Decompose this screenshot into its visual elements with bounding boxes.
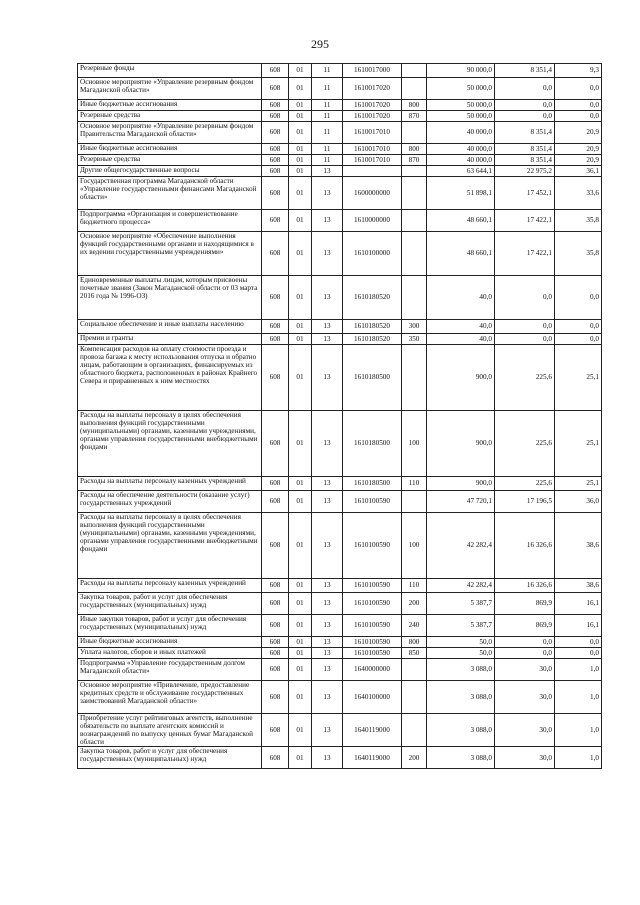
- cell-name: Расходы на выплаты персоналу в целях обеспечения выполнения функций государственными (муниципальными) органами, казенными учреждениями, органами управления государственными внебюджетными фондами: [78, 513, 262, 579]
- cell-pct: 16,1: [555, 615, 602, 637]
- table-row: [78, 276, 602, 320]
- cell-plan: 3 088,0: [427, 714, 495, 747]
- cell-vr: [402, 78, 427, 100]
- cell-rz: 01: [289, 111, 312, 122]
- cell-ved: 608: [262, 334, 289, 345]
- cell-csr: 1610100590: [343, 593, 402, 615]
- cell-name: Социальное обеспечение и иные выплаты населению: [78, 320, 262, 334]
- cell-pct: 38,6: [555, 513, 602, 579]
- cell-pct: 0,0: [555, 648, 602, 659]
- cell-pct: 36,0: [555, 491, 602, 513]
- cell-pct: 16,1: [555, 593, 602, 615]
- cell-pct: 0,0: [555, 320, 602, 334]
- cell-rz: 01: [289, 637, 312, 648]
- cell-vr: [402, 681, 427, 714]
- cell-csr: 1610017010: [343, 122, 402, 144]
- cell-name: Подпрограмма «Управление государственным долгом Магаданской области»: [78, 659, 262, 681]
- cell-fact: 869,9: [495, 593, 555, 615]
- cell-pr: 13: [312, 593, 343, 615]
- cell-fact: 225,6: [495, 477, 555, 491]
- table-row: [78, 232, 602, 276]
- cell-plan: 5 387,7: [427, 615, 495, 637]
- cell-ved: 608: [262, 166, 289, 177]
- cell-name: Иные бюджетные ассигнования: [78, 144, 262, 155]
- cell-name: Основное мероприятие «Управление резервным фондом Магаданской области»: [78, 78, 262, 100]
- cell-vr: 200: [402, 593, 427, 615]
- cell-rz: 01: [289, 411, 312, 477]
- cell-ved: 608: [262, 747, 289, 769]
- cell-vr: 110: [402, 477, 427, 491]
- cell-vr: [402, 345, 427, 411]
- cell-csr: 1610017020: [343, 78, 402, 100]
- page-number: 295: [311, 37, 329, 51]
- cell-name: Резервные средства: [78, 111, 262, 122]
- cell-rz: 01: [289, 155, 312, 166]
- cell-plan: 3 088,0: [427, 681, 495, 714]
- cell-ved: 608: [262, 411, 289, 477]
- cell-vr: [402, 714, 427, 747]
- cell-vr: [402, 166, 427, 177]
- table-row: [78, 144, 602, 155]
- cell-name: Расходы на выплаты персоналу казенных учреждений: [78, 477, 262, 491]
- cell-pr: 13: [312, 166, 343, 177]
- cell-fact: 30,0: [495, 714, 555, 747]
- cell-plan: 48 660,1: [427, 232, 495, 276]
- table-row: [78, 491, 602, 513]
- cell-vr: [402, 232, 427, 276]
- cell-vr: [402, 491, 427, 513]
- cell-ved: 608: [262, 177, 289, 210]
- cell-rz: 01: [289, 276, 312, 320]
- cell-vr: 870: [402, 155, 427, 166]
- table-row: [78, 714, 602, 747]
- cell-name: Закупка товаров, работ и услуг для обеспечения государственных (муниципальных) нужд: [78, 593, 262, 615]
- cell-pr: 11: [312, 64, 343, 78]
- cell-ved: 608: [262, 144, 289, 155]
- cell-ved: 608: [262, 648, 289, 659]
- cell-pr: 13: [312, 491, 343, 513]
- cell-plan: 5 387,7: [427, 593, 495, 615]
- cell-pct: 35,8: [555, 232, 602, 276]
- cell-pct: 0,0: [555, 111, 602, 122]
- cell-plan: 50 000,0: [427, 78, 495, 100]
- cell-fact: 30,0: [495, 659, 555, 681]
- cell-plan: 40 000,0: [427, 144, 495, 155]
- cell-rz: 01: [289, 681, 312, 714]
- table-row: [78, 513, 602, 579]
- table-row: [78, 210, 602, 232]
- cell-rz: 01: [289, 648, 312, 659]
- cell-vr: [402, 210, 427, 232]
- cell-pct: 38,6: [555, 579, 602, 593]
- cell-pr: 11: [312, 122, 343, 144]
- cell-pr: 13: [312, 579, 343, 593]
- cell-name: Приобретение услуг рейтинговых агентств, выполнение обязательств по выплате агентских комиссий и вознаграждений по выпуску ценных бумаг Магаданской области: [78, 714, 262, 747]
- cell-vr: 800: [402, 144, 427, 155]
- cell-csr: 1640119000: [343, 714, 402, 747]
- cell-pr: 13: [312, 681, 343, 714]
- cell-csr: 1610180500: [343, 411, 402, 477]
- cell-name: Расходы на обеспечение деятельности (оказание услуг) государственных учреждений: [78, 491, 262, 513]
- cell-plan: 42 282,4: [427, 513, 495, 579]
- cell-pct: 35,8: [555, 210, 602, 232]
- cell-pr: 13: [312, 232, 343, 276]
- cell-rz: 01: [289, 513, 312, 579]
- cell-csr: 1610017000: [343, 64, 402, 78]
- cell-fact: 16 326,6: [495, 579, 555, 593]
- cell-plan: 3 088,0: [427, 747, 495, 769]
- cell-plan: 51 898,1: [427, 177, 495, 210]
- cell-fact: 0,0: [495, 111, 555, 122]
- cell-vr: 300: [402, 320, 427, 334]
- cell-vr: 110: [402, 579, 427, 593]
- cell-rz: 01: [289, 78, 312, 100]
- cell-fact: 0,0: [495, 648, 555, 659]
- table-row: [78, 177, 602, 210]
- cell-vr: [402, 122, 427, 144]
- cell-fact: 0,0: [495, 78, 555, 100]
- cell-name: Основное мероприятие «Управление резервным фондом Правительства Магаданской области»: [78, 122, 262, 144]
- cell-rz: 01: [289, 122, 312, 144]
- table-row: [78, 78, 602, 100]
- cell-ved: 608: [262, 681, 289, 714]
- cell-ved: 608: [262, 714, 289, 747]
- table-row: [78, 477, 602, 491]
- cell-name: Единовременные выплаты лицам, которым присвоены почетные звания (Закон Магаданской области от 03 марта 2016 года № 1996-ОЗ): [78, 276, 262, 320]
- table-row: [78, 345, 602, 411]
- cell-pr: 13: [312, 513, 343, 579]
- table-row: [78, 747, 602, 769]
- cell-pct: 0,0: [555, 78, 602, 100]
- table-row: [78, 155, 602, 166]
- cell-rz: 01: [289, 593, 312, 615]
- cell-csr: 1610100590: [343, 491, 402, 513]
- cell-pr: 11: [312, 78, 343, 100]
- table-row: [78, 122, 602, 144]
- cell-pct: 1,0: [555, 659, 602, 681]
- cell-csr: 1610017010: [343, 144, 402, 155]
- cell-fact: 8 351,4: [495, 64, 555, 78]
- cell-csr: 1610100590: [343, 513, 402, 579]
- cell-name: Подпрограмма «Организация и совершенствование бюджетного процесса»: [78, 210, 262, 232]
- cell-pr: 13: [312, 477, 343, 491]
- cell-vr: 100: [402, 513, 427, 579]
- table-row: [78, 334, 602, 345]
- cell-csr: 1640000000: [343, 659, 402, 681]
- cell-fact: 869,9: [495, 615, 555, 637]
- cell-csr: 1610100590: [343, 637, 402, 648]
- cell-vr: 800: [402, 100, 427, 111]
- cell-ved: 608: [262, 64, 289, 78]
- cell-pct: 1,0: [555, 681, 602, 714]
- cell-pct: 25,1: [555, 345, 602, 411]
- cell-ved: 608: [262, 593, 289, 615]
- cell-csr: 1610000000: [343, 210, 402, 232]
- cell-pr: 13: [312, 276, 343, 320]
- cell-name: Премии и гранты: [78, 334, 262, 345]
- cell-plan: 40 000,0: [427, 155, 495, 166]
- table-row: [78, 615, 602, 637]
- cell-ved: 608: [262, 111, 289, 122]
- cell-fact: 16 326,6: [495, 513, 555, 579]
- cell-pr: 11: [312, 111, 343, 122]
- cell-csr: 1610180500: [343, 345, 402, 411]
- cell-rz: 01: [289, 615, 312, 637]
- cell-pct: 1,0: [555, 714, 602, 747]
- cell-ved: 608: [262, 477, 289, 491]
- cell-pr: 13: [312, 637, 343, 648]
- cell-vr: 100: [402, 411, 427, 477]
- cell-plan: 3 088,0: [427, 659, 495, 681]
- cell-rz: 01: [289, 210, 312, 232]
- cell-plan: 900,0: [427, 477, 495, 491]
- cell-csr: 1610180500: [343, 477, 402, 491]
- cell-rz: 01: [289, 177, 312, 210]
- cell-ved: 608: [262, 637, 289, 648]
- cell-ved: 608: [262, 345, 289, 411]
- cell-pct: 36,1: [555, 166, 602, 177]
- cell-pr: 13: [312, 345, 343, 411]
- cell-csr: 1610180520: [343, 320, 402, 334]
- table-row: [78, 411, 602, 477]
- cell-pr: 13: [312, 334, 343, 345]
- cell-vr: [402, 64, 427, 78]
- cell-ved: 608: [262, 491, 289, 513]
- table-row: [78, 659, 602, 681]
- cell-vr: [402, 659, 427, 681]
- cell-csr: 1610017020: [343, 100, 402, 111]
- cell-pr: 13: [312, 177, 343, 210]
- cell-fact: 225,6: [495, 345, 555, 411]
- cell-name: Расходы на выплаты персоналу казенных учреждений: [78, 579, 262, 593]
- cell-plan: 90 000,0: [427, 64, 495, 78]
- cell-csr: 1640119000: [343, 747, 402, 769]
- cell-fact: 17 422,1: [495, 210, 555, 232]
- cell-csr: 1610180520: [343, 276, 402, 320]
- cell-fact: 0,0: [495, 276, 555, 320]
- cell-fact: 30,0: [495, 747, 555, 769]
- cell-fact: 30,0: [495, 681, 555, 714]
- cell-name: Закупка товаров, работ и услуг для обеспечения государственных (муниципальных) нужд: [78, 747, 262, 769]
- cell-csr: [343, 166, 402, 177]
- cell-name: Иные бюджетные ассигнования: [78, 637, 262, 648]
- cell-plan: 48 660,1: [427, 210, 495, 232]
- cell-rz: 01: [289, 144, 312, 155]
- cell-csr: 1610100590: [343, 648, 402, 659]
- cell-pr: 11: [312, 100, 343, 111]
- cell-name: Резервные фонды: [78, 64, 262, 78]
- cell-plan: 900,0: [427, 411, 495, 477]
- cell-ved: 608: [262, 78, 289, 100]
- cell-plan: 40 000,0: [427, 122, 495, 144]
- cell-name: Другие общегосударственные вопросы: [78, 166, 262, 177]
- cell-csr: 1610017020: [343, 111, 402, 122]
- cell-pct: 25,1: [555, 477, 602, 491]
- table-row: [78, 579, 602, 593]
- cell-csr: 1640100000: [343, 681, 402, 714]
- table-row: [78, 648, 602, 659]
- cell-vr: 200: [402, 747, 427, 769]
- cell-vr: [402, 276, 427, 320]
- cell-rz: 01: [289, 320, 312, 334]
- cell-rz: 01: [289, 334, 312, 345]
- budget-table: [77, 63, 602, 769]
- cell-rz: 01: [289, 579, 312, 593]
- cell-ved: 608: [262, 320, 289, 334]
- cell-pct: 9,3: [555, 64, 602, 78]
- cell-pr: 13: [312, 747, 343, 769]
- cell-plan: 63 644,1: [427, 166, 495, 177]
- cell-name: Основное мероприятие «Обеспечение выполнения функций государственными органами и находящимися в их ведении государственными учреждениями»: [78, 232, 262, 276]
- cell-fact: 225,6: [495, 411, 555, 477]
- cell-name: Расходы на выплаты персоналу в целях обеспечения выполнения функций государственными (муниципальными) органами, казенными учреждениями, органами управления государственными внебюджетными фондами: [78, 411, 262, 477]
- table-row: [78, 64, 602, 78]
- cell-pct: 0,0: [555, 100, 602, 111]
- table-row: [78, 593, 602, 615]
- cell-pct: 0,0: [555, 637, 602, 648]
- cell-pr: 13: [312, 615, 343, 637]
- cell-csr: 1610100000: [343, 232, 402, 276]
- cell-pct: 33,6: [555, 177, 602, 210]
- cell-ved: 608: [262, 122, 289, 144]
- cell-name: Компенсация расходов на оплату стоимости проезда и провоза багажа к месту использования отпуска и обратно лицам, работающим в организациях, финансируемых из областного бюджета, расположенных в районах Крайнего Севера и приравненных к ним местностях: [78, 345, 262, 411]
- cell-name: Основное мероприятие «Привлечение, предоставление кредитных средств и обслуживание государственных заимствований Магаданской области»: [78, 681, 262, 714]
- cell-pct: 20,9: [555, 144, 602, 155]
- cell-ved: 608: [262, 615, 289, 637]
- cell-plan: 40,0: [427, 334, 495, 345]
- cell-pr: 13: [312, 210, 343, 232]
- cell-pr: 11: [312, 144, 343, 155]
- cell-pr: 11: [312, 155, 343, 166]
- cell-fact: 0,0: [495, 637, 555, 648]
- cell-name: Резервные средства: [78, 155, 262, 166]
- table-row: [78, 681, 602, 714]
- cell-ved: 608: [262, 210, 289, 232]
- cell-csr: 1610180520: [343, 334, 402, 345]
- cell-pct: 0,0: [555, 276, 602, 320]
- cell-fact: 17 422,1: [495, 232, 555, 276]
- cell-fact: 0,0: [495, 320, 555, 334]
- cell-vr: 800: [402, 637, 427, 648]
- cell-rz: 01: [289, 232, 312, 276]
- cell-rz: 01: [289, 345, 312, 411]
- cell-pct: 20,9: [555, 155, 602, 166]
- cell-pct: 1,0: [555, 747, 602, 769]
- cell-fact: 17 196,5: [495, 491, 555, 513]
- cell-csr: 1610017010: [343, 155, 402, 166]
- cell-ved: 608: [262, 513, 289, 579]
- cell-pr: 13: [312, 648, 343, 659]
- cell-ved: 608: [262, 579, 289, 593]
- cell-pr: 13: [312, 659, 343, 681]
- table-row: [78, 320, 602, 334]
- cell-vr: 350: [402, 334, 427, 345]
- cell-plan: 40,0: [427, 320, 495, 334]
- cell-fact: 8 351,4: [495, 144, 555, 155]
- table-row: [78, 100, 602, 111]
- cell-name: Государственная программа Магаданской области «Управление государственными финансами Магаданской области»: [78, 177, 262, 210]
- cell-plan: 40,0: [427, 276, 495, 320]
- cell-rz: 01: [289, 477, 312, 491]
- cell-pr: 13: [312, 714, 343, 747]
- table-row: [78, 111, 602, 122]
- cell-pr: 13: [312, 411, 343, 477]
- cell-rz: 01: [289, 747, 312, 769]
- cell-plan: 50 000,0: [427, 100, 495, 111]
- cell-pct: 0,0: [555, 334, 602, 345]
- cell-pct: 20,9: [555, 122, 602, 144]
- table-row: [78, 637, 602, 648]
- cell-plan: 900,0: [427, 345, 495, 411]
- cell-name: Иные закупки товаров, работ и услуг для обеспечения государственных (муниципальных) нужд: [78, 615, 262, 637]
- cell-csr: 1600000000: [343, 177, 402, 210]
- cell-name: Иные бюджетные ассигнования: [78, 100, 262, 111]
- cell-vr: 870: [402, 111, 427, 122]
- cell-ved: 608: [262, 659, 289, 681]
- cell-fact: 17 452,1: [495, 177, 555, 210]
- cell-ved: 608: [262, 276, 289, 320]
- cell-fact: 22 975,2: [495, 166, 555, 177]
- cell-fact: 0,0: [495, 334, 555, 345]
- cell-plan: 50,0: [427, 637, 495, 648]
- cell-rz: 01: [289, 166, 312, 177]
- cell-rz: 01: [289, 714, 312, 747]
- cell-name: Уплата налогов, сборов и иных платежей: [78, 648, 262, 659]
- cell-pr: 13: [312, 320, 343, 334]
- cell-vr: 240: [402, 615, 427, 637]
- cell-ved: 608: [262, 100, 289, 111]
- cell-vr: [402, 177, 427, 210]
- cell-rz: 01: [289, 659, 312, 681]
- cell-fact: 0,0: [495, 100, 555, 111]
- cell-pct: 25,1: [555, 411, 602, 477]
- cell-vr: 850: [402, 648, 427, 659]
- cell-fact: 8 351,4: [495, 122, 555, 144]
- table-body: [78, 64, 602, 769]
- cell-plan: 50,0: [427, 648, 495, 659]
- cell-rz: 01: [289, 64, 312, 78]
- cell-csr: 1610100590: [343, 579, 402, 593]
- cell-fact: 8 351,4: [495, 155, 555, 166]
- cell-rz: 01: [289, 491, 312, 513]
- cell-plan: 42 282,4: [427, 579, 495, 593]
- cell-plan: 50 000,0: [427, 111, 495, 122]
- cell-csr: 1610100590: [343, 615, 402, 637]
- cell-ved: 608: [262, 155, 289, 166]
- cell-ved: 608: [262, 232, 289, 276]
- cell-plan: 47 720,1: [427, 491, 495, 513]
- cell-rz: 01: [289, 100, 312, 111]
- table-row: [78, 166, 602, 177]
